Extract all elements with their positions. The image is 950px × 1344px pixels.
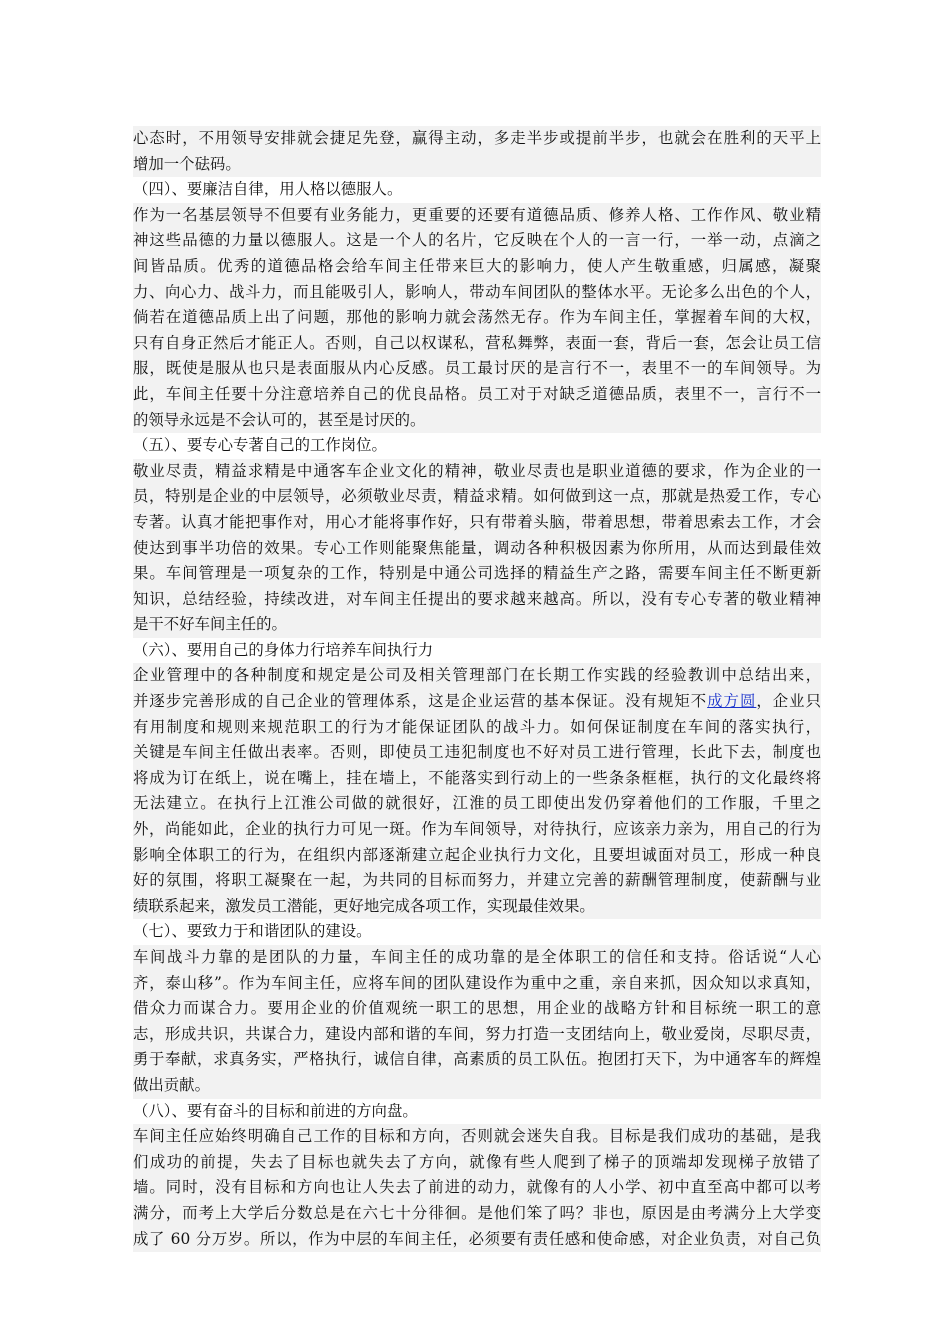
line-text: 勇于奉献，求真务实，严格执行，诚信自律，高素质的员工队伍。抱团打天下，为中通客车的辉煌: [133, 1050, 821, 1069]
line-text: 作为一名基层领导不但要有业务能力，更重要的还要有道德品质、修养人格、工作作风、敬业精: [133, 205, 821, 224]
line-text: 借众力而谋合力。要用企业的价值观统一职工的思想，用企业的战略方针和目标统一职工的意: [133, 999, 821, 1018]
line-text: 使达到事半功倍的效果。专心工作则能聚焦能量，调动各种积极因素为你所用，从而达到最佳效: [133, 538, 821, 557]
line-text: 倘若在道德品质上出了问题，那他的影响力就会荡然无存。作为车间主任，掌握着车间的大权，: [133, 308, 821, 327]
line-text: 心态时，不用领导安排就会捷足先登，赢得主动，多走半步或提前半步，也就会在胜利的天平上: [133, 129, 821, 147]
text-line: [133, 868, 821, 894]
text-line: [133, 663, 821, 689]
line-text: 志，形成共识，共谋合力，建设内部和谐的车间，努力打造一支团结向上，敬业爱岗，尽职尽责，: [133, 1024, 821, 1043]
text-line: [133, 715, 821, 741]
line-text: 专著。认真才能把事作对，用心才能将事作好，只有带着头脑，带着思想，带着思索去工作，才会: [133, 512, 821, 531]
text-line: [133, 126, 821, 152]
inline-link[interactable]: 成方圆: [707, 692, 757, 711]
text-line: [133, 766, 821, 792]
text-line: [133, 228, 821, 254]
line-text: 是干不好车间主任的。: [133, 615, 287, 634]
line-text: 成了 60 分万岁。所以，作为中层的车间主任，必须要有责任感和使命感，对企业负责，对自己负: [133, 1229, 821, 1248]
line-text: 有用制度和规则来规范职工的行为才能保证团队的战斗力。如何保证制度在车间的落实执行，: [133, 717, 821, 736]
line-text: 神这些品德的力量以德服人。这是一个人的名片，它反映在个人的一言一行，一举一动，点滴之: [133, 231, 821, 250]
line-text: 绩联系起来，激发员工潜能，更好地完成各项工作，实现最佳效果。: [133, 896, 595, 915]
text-line: [133, 1073, 821, 1099]
text-line: [133, 356, 821, 382]
line-text: （八）、要有奋斗的目标和前进的方向盘。: [133, 1101, 418, 1120]
line-text: 果。车间管理是一项复杂的工作，特别是中通公司选择的精益生产之路，需要车间主任不断更新: [133, 564, 821, 583]
text-line: [133, 1201, 821, 1227]
text-line: [133, 561, 821, 587]
text-line: [133, 996, 821, 1022]
text-line: [133, 1227, 821, 1253]
text-line: [133, 843, 821, 869]
text-line: [133, 1124, 821, 1150]
text-line: [133, 1150, 821, 1176]
line-text: 敬业尽责，精益求精是中通客车企业文化的精神，敬业尽责也是职业道德的要求，作为企业的一: [133, 461, 821, 480]
line-text: 无法建立。在执行上江淮公司做的就很好，江淮的员工即使出发仍穿着他们的工作服，千里之: [133, 794, 821, 813]
line-text-after-link: ，企业只: [756, 692, 821, 711]
text-line: [133, 1022, 821, 1048]
line-text: 满分，而考上大学后分数总是在六七十分徘徊。是他们笨了吗？非也，原因是由考满分上大学变: [133, 1203, 821, 1222]
line-text: 增加一个砝码。: [133, 154, 241, 173]
line-text: 员，特别是企业的中层领导，必须敬业尽责，精益求精。如何做到这一点，那就是热爱工作，专心: [133, 487, 821, 506]
line-text: 好的氛围，将职工凝聚在一起，为共同的目标而努力，并建立完善的薪酬管理制度，使薪酬与业: [133, 871, 821, 890]
text-line: [133, 791, 821, 817]
line-text: 齐，泰山移”。作为车间主任，应将车间的团队建设作为重中之重，亲自来抓，因众知以求真知，: [133, 973, 821, 992]
text-line: [133, 280, 821, 306]
line-text: 车间主任应始终明确自己工作的目标和方向，否则就会迷失自我。目标是我们成功的基础，是我: [133, 1127, 821, 1146]
line-text: 外，尚能如此，企业的执行力可见一斑。作为车间领导，对待执行，应该亲力亲为，用自己的行为: [133, 820, 821, 839]
text-line: [133, 971, 821, 997]
line-text: 将成为订在纸上，说在嘴上，挂在墙上，不能落实到行动上的一些条条框框，执行的文化最终将: [133, 768, 821, 787]
text-line: [133, 305, 821, 331]
section-heading: [133, 177, 821, 203]
line-text: 墙。同时，没有目标和方向也让人失去了前进的动力，就像有的人小学、初中直至高中都可以考: [133, 1178, 821, 1197]
text-line: [133, 203, 821, 229]
line-text: 影响全体职工的行为，在组织内部逐渐建立起企业执行力文化，且要坦诚面对员工，形成一种良: [133, 845, 821, 864]
line-text: （六）、要用自己的身体力行培养车间执行力: [133, 640, 434, 659]
text-line: [133, 817, 821, 843]
line-text: 的领导永远是不会认可的，甚至是讨厌的。: [133, 410, 426, 429]
text-line: [133, 894, 821, 920]
line-text: 企业管理中的各种制度和规定是公司及相关管理部门在长期工作实践的经验教训中总结出来，: [133, 666, 821, 685]
text-line: [133, 740, 821, 766]
text-line: [133, 382, 821, 408]
section-heading: [133, 433, 821, 459]
text-line: [133, 945, 821, 971]
line-text: 知识，总结经验，持续改进，对车间主任提出的要求越来越高。所以，没有专心专著的敬业精神: [133, 589, 821, 608]
text-line: [133, 1047, 821, 1073]
section-heading: [133, 638, 821, 664]
text-line: [133, 408, 821, 434]
text-line: [133, 689, 821, 715]
line-text: 服，既使是服从也只是表面服从内心反感。员工最讨厌的是言行不一，表里不一的车间领导。为: [133, 359, 821, 378]
text-line: [133, 152, 821, 178]
text-line: [133, 484, 821, 510]
line-text: 们成功的前提，失去了目标也就失去了方向，就像有些人爬到了梯子的顶端却发现梯子放错了: [133, 1152, 821, 1171]
line-text: （七）、要致力于和谐团队的建设。: [133, 922, 372, 941]
section-heading: [133, 1099, 821, 1125]
line-text: 并逐步完善形成的自己企业的管理体系，这是企业运营的基本保证。没有规矩不: [133, 692, 708, 711]
line-text: 只有自身正然后才能正人。否则，自己以权谋私，营私舞弊，表面一套，背后一套，怎会让员工信: [133, 333, 821, 352]
text-line: [133, 1175, 821, 1201]
text-line: [133, 459, 821, 485]
line-text: 此，车间主任要十分注意培养自己的优良品格。员工对于对缺乏道德品质，表里不一，言行不一: [133, 384, 821, 403]
text-line: [133, 587, 821, 613]
text-line: [133, 331, 821, 357]
line-text: 力、向心力、战斗力，而且能吸引人，影响人，带动车间团队的整体水平。无论多么出色的个人，: [133, 282, 821, 301]
text-line: [133, 254, 821, 280]
document-body: [133, 126, 821, 1252]
line-text: 关键是车间主任做出表率。否则，即使员工违犯制度也不好对员工进行管理，长此下去，制度也: [133, 743, 821, 762]
text-line: [133, 536, 821, 562]
line-text: 车间战斗力靠的是团队的力量，车间主任的成功靠的是全体职工的信任和支持。俗话说“人心: [133, 948, 821, 966]
line-text: 做出贡献。: [133, 1075, 210, 1094]
text-line: [133, 510, 821, 536]
line-text: （五）、要专心专著自己的工作岗位。: [133, 436, 387, 455]
text-line: [133, 612, 821, 638]
section-heading: [133, 919, 821, 945]
line-text: （四）、要廉洁自律，用人格以德服人。: [133, 180, 403, 199]
line-text: 间皆品质。优秀的道德品格会给车间主任带来巨大的影响力，使人产生敬重感，归属感，凝聚: [133, 256, 821, 275]
